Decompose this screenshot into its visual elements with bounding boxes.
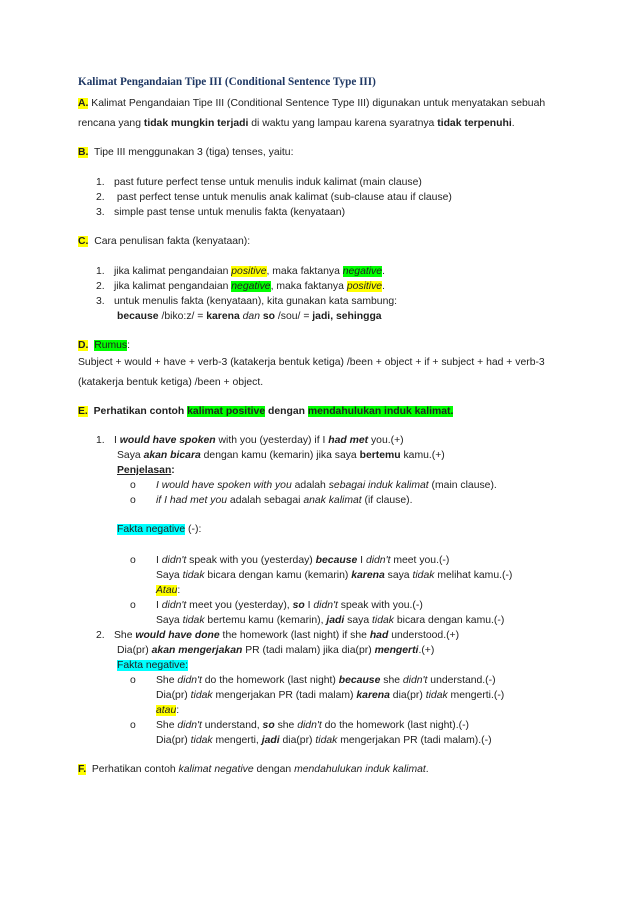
italic-text: anak kalimat bbox=[303, 495, 362, 506]
bold-italic-text: karena bbox=[356, 690, 390, 701]
section-a-text-1: Kalimat Pengandaian Tipe III (Conditional Sentence Type III) digunakan untuk menyatakan sebuah bbox=[91, 98, 546, 109]
text: speak with you (yesterday) bbox=[186, 555, 316, 566]
text: : bbox=[171, 465, 175, 476]
fakta-bullet bbox=[130, 599, 423, 612]
text: bicara dengan kamu (kemarin) bbox=[204, 570, 352, 581]
bullet-icon: o bbox=[130, 480, 136, 491]
bold-text: jadi, sehingga bbox=[312, 311, 382, 322]
text: do the homework (last night).(-) bbox=[321, 720, 469, 731]
bold-italic-text: would have spoken bbox=[119, 435, 216, 446]
italic-text: tidak bbox=[190, 735, 213, 746]
list-item bbox=[96, 206, 345, 219]
bold-italic-text: so bbox=[262, 720, 275, 731]
text: (if clause). bbox=[361, 495, 413, 506]
fakta-bullet bbox=[130, 719, 469, 732]
text: mengerjakan PR (tadi malam).(-) bbox=[337, 735, 492, 746]
section-b-intro bbox=[78, 146, 293, 159]
text: mengerti, bbox=[212, 735, 262, 746]
italic-text: tidak bbox=[190, 690, 213, 701]
text: I bbox=[156, 600, 162, 611]
text: I bbox=[156, 555, 162, 566]
fakta-translation bbox=[156, 734, 492, 747]
explanation-bullet bbox=[130, 494, 412, 507]
text: understand.(-) bbox=[427, 675, 496, 686]
italic-text: dan bbox=[242, 311, 260, 322]
highlight-positive: positive bbox=[346, 281, 383, 292]
text: I bbox=[114, 435, 120, 446]
list-number: 1. bbox=[96, 435, 105, 446]
list-number: 2. bbox=[96, 630, 105, 641]
text: with you (yesterday) if I bbox=[215, 435, 329, 446]
text: Dia(pr) bbox=[117, 645, 152, 656]
text: understand, bbox=[201, 720, 263, 731]
text: dengan bbox=[265, 406, 308, 417]
section-e-letter: E. bbox=[78, 406, 88, 417]
text: Saya bbox=[117, 450, 144, 461]
formula-label: Rumus bbox=[94, 340, 128, 351]
list-text: untuk menulis fakta (kenyataan), kita gunakan kata sambung: bbox=[114, 296, 398, 307]
text: do the homework (last night) bbox=[201, 675, 339, 686]
list-item bbox=[96, 191, 452, 204]
section-f-heading bbox=[78, 763, 429, 776]
section-d-heading bbox=[78, 339, 130, 352]
italic-text: tidak bbox=[182, 615, 205, 626]
text: . bbox=[425, 764, 429, 775]
example-2-sentence bbox=[96, 629, 459, 642]
text: /sou/ = bbox=[275, 311, 313, 322]
bold-italic-text: because bbox=[315, 555, 358, 566]
text: meet you (yesterday), bbox=[186, 600, 293, 611]
text: meet you.(-) bbox=[390, 555, 450, 566]
list-item bbox=[96, 176, 422, 189]
text: PR (tadi malam) jika dia(pr) bbox=[242, 645, 375, 656]
text: rencana yang bbox=[78, 118, 144, 129]
text: . bbox=[382, 281, 385, 292]
text: understood.(+) bbox=[388, 630, 460, 641]
section-d-letter: D. bbox=[78, 340, 89, 351]
italic-text: didn't bbox=[177, 720, 202, 731]
text: : bbox=[176, 705, 180, 716]
section-f-letter: F. bbox=[78, 764, 87, 775]
text: Saya bbox=[156, 615, 183, 626]
explanation-bullet bbox=[130, 479, 497, 492]
text: Cara penulisan fakta (kenyataan): bbox=[94, 236, 251, 247]
list-number: 2. bbox=[96, 192, 105, 203]
text: Dia(pr) bbox=[156, 735, 191, 746]
highlight-text: kalimat positive bbox=[187, 406, 266, 417]
fakta-label: Fakta negative: bbox=[117, 660, 189, 671]
conjunction-line bbox=[117, 310, 382, 323]
italic-text: tidak bbox=[372, 615, 394, 626]
bold-italic-text: jadi bbox=[261, 735, 280, 746]
text: bertemu kamu (kemarin), bbox=[204, 615, 327, 626]
highlight-negative: negative bbox=[231, 281, 271, 292]
text: (main clause). bbox=[428, 480, 497, 491]
bold-italic-text: akan mengerjakan bbox=[151, 645, 243, 656]
bullet-icon: o bbox=[130, 675, 136, 686]
bold-text: tidak terpenuhi bbox=[437, 118, 512, 129]
text: she bbox=[380, 675, 403, 686]
text: I bbox=[304, 600, 314, 611]
list-number: 1. bbox=[96, 177, 105, 188]
text: (-): bbox=[185, 524, 202, 535]
text: jika kalimat pengandaian bbox=[114, 281, 232, 292]
fakta-translation bbox=[156, 614, 504, 627]
text: di waktu yang lampau karena syaratnya bbox=[248, 118, 438, 129]
italic-text: didn't bbox=[177, 675, 202, 686]
italic-text: didn't bbox=[297, 720, 322, 731]
list-text: simple past tense untuk menulis fakta (kenyataan) bbox=[114, 207, 346, 218]
section-a-line-2 bbox=[78, 117, 515, 130]
text: : bbox=[177, 585, 181, 596]
italic-text: didn't bbox=[402, 675, 428, 686]
bold-text: karena bbox=[206, 311, 240, 322]
italic-text: tidak bbox=[315, 735, 338, 746]
section-b-letter: B. bbox=[78, 147, 89, 158]
section-e-heading bbox=[78, 405, 453, 418]
highlight-positive: positive bbox=[231, 266, 267, 277]
bold-italic-text: mengerti bbox=[374, 645, 419, 656]
fakta-label: Fakta negative bbox=[117, 524, 186, 535]
text: melihat kamu.(-) bbox=[434, 570, 513, 581]
fakta-heading bbox=[117, 659, 188, 672]
bold-text: because bbox=[117, 311, 159, 322]
italic-text: I would have spoken with you bbox=[156, 480, 292, 491]
text: , maka faktanya bbox=[270, 281, 347, 292]
bullet-icon: o bbox=[130, 720, 136, 731]
text: /biko:z/ = bbox=[158, 311, 207, 322]
fakta-bullet bbox=[130, 674, 496, 687]
text: . bbox=[382, 266, 385, 277]
italic-text: didn't bbox=[313, 600, 338, 611]
explanation-label: Penjelasan bbox=[117, 465, 172, 476]
explanation-heading bbox=[117, 464, 175, 477]
highlight-text: mendahulukan induk kalimat. bbox=[307, 406, 454, 417]
list-number: 2. bbox=[96, 281, 105, 292]
text: mengerjakan PR (tadi malam) bbox=[212, 690, 357, 701]
text: dengan kamu (kemarin) jika saya bbox=[200, 450, 360, 461]
section-c-letter: C. bbox=[78, 236, 89, 247]
text: Saya bbox=[156, 570, 183, 581]
example-2-translation bbox=[117, 644, 434, 657]
text: . bbox=[511, 118, 515, 129]
list-number: 1. bbox=[96, 266, 105, 277]
text: saya bbox=[384, 570, 413, 581]
text: saya bbox=[344, 615, 373, 626]
text: I bbox=[357, 555, 366, 566]
fakta-translation bbox=[156, 689, 504, 702]
text: Tipe III menggunakan 3 (tiga) tenses, yaitu: bbox=[94, 147, 294, 158]
list-number: 3. bbox=[96, 207, 105, 218]
italic-text: sebagai induk kalimat bbox=[328, 480, 429, 491]
bullet-icon: o bbox=[130, 555, 136, 566]
text: she bbox=[274, 720, 298, 731]
text: bicara dengan kamu.(-) bbox=[393, 615, 505, 626]
text: .(+) bbox=[418, 645, 435, 656]
text: Perhatikan contoh bbox=[91, 764, 179, 775]
list-text: past future perfect tense untuk menulis induk kalimat (main clause) bbox=[114, 177, 422, 188]
text: She bbox=[114, 630, 136, 641]
text: She bbox=[156, 675, 178, 686]
italic-text: if I had met you bbox=[156, 495, 228, 506]
bullet-icon: o bbox=[130, 495, 136, 506]
text: speak with you.(-) bbox=[337, 600, 423, 611]
bold-text: so bbox=[262, 311, 276, 322]
list-text: past perfect tense untuk menulis anak kalimat (sub-clause atau if clause) bbox=[116, 192, 452, 203]
list-item bbox=[96, 265, 385, 278]
text: adalah sebagai bbox=[227, 495, 304, 506]
highlight-negative: negative bbox=[342, 266, 383, 277]
bold-italic-text: would have done bbox=[135, 630, 220, 641]
italic-text: didn't bbox=[161, 600, 187, 611]
bold-italic-text: had bbox=[369, 630, 389, 641]
list-item bbox=[96, 280, 385, 293]
text: you.(+) bbox=[368, 435, 404, 446]
text: the homework (last night) if she bbox=[219, 630, 370, 641]
atau-line bbox=[156, 584, 180, 597]
text: dengan bbox=[253, 764, 295, 775]
bold-italic-text: akan bicara bbox=[143, 450, 201, 461]
text: kamu.(+) bbox=[400, 450, 445, 461]
italic-text: mendahulukan induk kalimat bbox=[294, 764, 426, 775]
example-1-sentence bbox=[96, 434, 404, 447]
fakta-translation bbox=[156, 569, 512, 582]
bold-italic-text: had met bbox=[328, 435, 369, 446]
atau-line bbox=[156, 704, 179, 717]
italic-text: kalimat negative bbox=[178, 764, 254, 775]
text: dia(pr) bbox=[389, 690, 426, 701]
section-a-line-1 bbox=[78, 97, 545, 110]
fakta-bullet bbox=[130, 554, 449, 567]
text: mengerti.(-) bbox=[447, 690, 505, 701]
atau-label: Atau bbox=[156, 585, 178, 596]
text: jika kalimat pengandaian bbox=[114, 266, 232, 277]
atau-label: atau bbox=[156, 705, 177, 716]
italic-text: didn't bbox=[161, 555, 187, 566]
bold-text: tidak mungkin terjadi bbox=[143, 118, 249, 129]
list-item bbox=[96, 295, 397, 308]
italic-text: tidak bbox=[412, 570, 435, 581]
example-1-translation bbox=[117, 449, 445, 462]
text: adalah bbox=[291, 480, 329, 491]
bold-italic-text: jadi bbox=[326, 615, 345, 626]
section-a-letter: A. bbox=[78, 98, 89, 109]
bold-italic-text: because bbox=[338, 675, 381, 686]
text: Perhatikan contoh bbox=[93, 406, 188, 417]
bold-italic-text: karena bbox=[351, 570, 385, 581]
bold-text: bertemu bbox=[359, 450, 401, 461]
formula-line-1: Subject + would + have + verb-3 (katakerja bentuk ketiga) /been + object + if + subject + had + verb-3 bbox=[78, 357, 545, 368]
fakta-heading bbox=[117, 523, 201, 536]
italic-text: tidak bbox=[425, 690, 448, 701]
list-number: 3. bbox=[96, 296, 105, 307]
text: dia(pr) bbox=[279, 735, 316, 746]
italic-text: didn't bbox=[365, 555, 391, 566]
italic-text: tidak bbox=[182, 570, 205, 581]
bullet-icon: o bbox=[130, 600, 136, 611]
section-c-intro bbox=[78, 235, 250, 248]
document-title: Kalimat Pengandaian Tipe III (Conditional Sentence Type III) bbox=[78, 76, 376, 88]
formula-line-2: (katakerja bentuk ketiga) /been + object. bbox=[78, 377, 264, 388]
text: : bbox=[127, 340, 130, 351]
text: She bbox=[156, 720, 178, 731]
bold-italic-text: so bbox=[292, 600, 305, 611]
text: , maka faktanya bbox=[266, 266, 343, 277]
text: Dia(pr) bbox=[156, 690, 191, 701]
